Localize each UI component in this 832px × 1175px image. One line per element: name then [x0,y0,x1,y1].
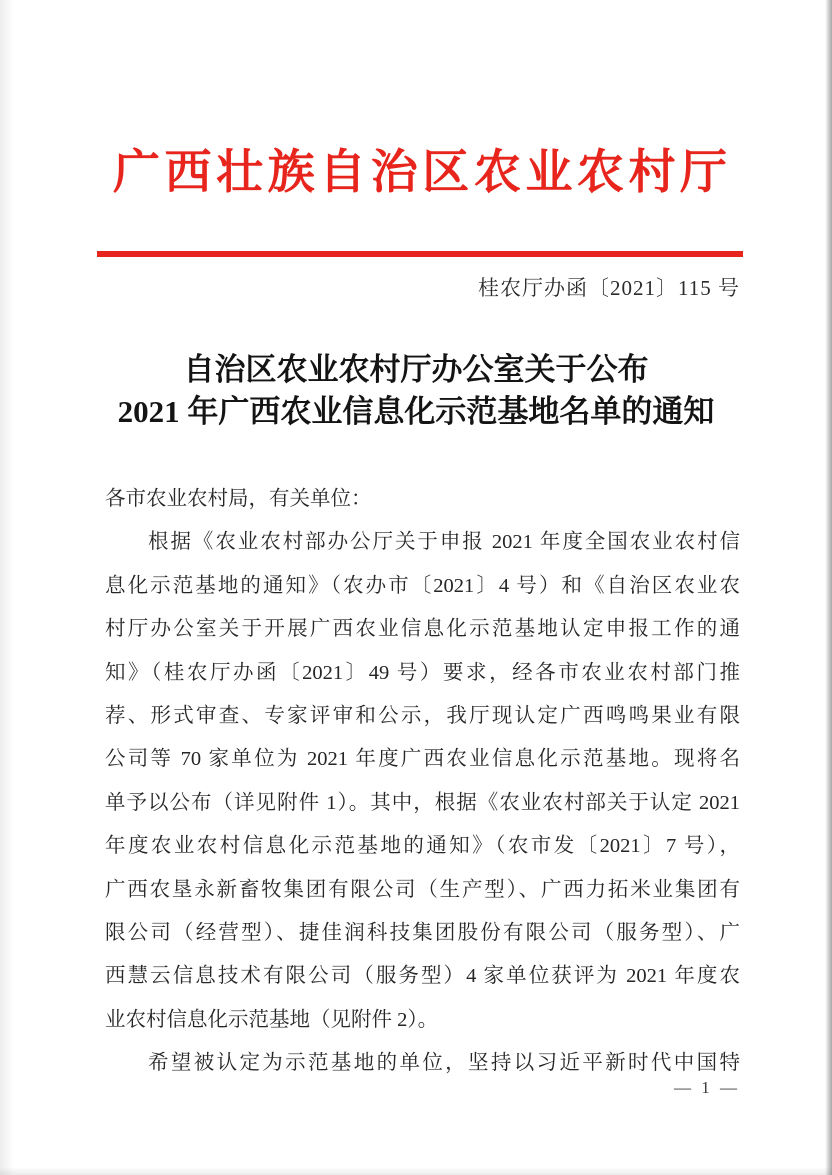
notice-title-line1: 自治区农业农村厅办公室关于公布 [183,352,649,387]
body-line: 根据《农业农村部办公厅关于申报 2021 年度全国农业农村信 [148,531,740,554]
body-line: 广西农垦永新畜牧集团有限公司（生产型）、广西力拓米业集团有 [105,878,740,901]
body-line: 年度农业农村信息化示范基地的通知》（农市发〔2021〕7 号）， [105,835,740,858]
body-line: 希望被认定为示范基地的单位，坚持以习近平新时代中国特 [148,1052,740,1075]
body-line: 单予以公布（详见附件 1）。其中，根据《农业农村部关于认定 2021 [105,791,740,814]
body-line: 村厅办公室关于开展广西农业信息化示范基地认定申报工作的通 [105,618,740,641]
scan-edge-right [825,0,832,1175]
document-number: 桂农厅办函〔2021〕115 号 [478,276,740,300]
body-line: 知》（桂农厅办函〔2021〕49 号）要求，经各市农业农村部门推 [105,661,740,684]
body-line: 业农村信息化示范基地（见附件 2）。 [105,1008,439,1031]
body-line: 公司等 70 家单位为 2021 年度广西农业信息化示范基地。现将名 [105,748,740,771]
document-body [105,478,740,1086]
issuing-agency-title: 广西壮族自治区农业农村厅 [113,147,727,199]
red-divider-line [97,251,743,257]
body-line: 限公司（经营型）、捷佳润科技集团股份有限公司（服务型）、广 [105,922,740,945]
notice-title-line2: 2021 年广西农业信息化示范基地名单的通知 [117,394,715,429]
body-line: 荐、形式审查、专家评审和公示，我厅现认定广西鸣鸣果业有限 [105,705,740,728]
body-line: 西慧云信息技术有限公司（服务型）4 家单位获评为 2021 年度农 [105,965,740,988]
page-number: — 1 — [674,1078,740,1097]
scan-edge-bottom [0,1167,832,1175]
notice-title [0,349,832,433]
salutation-line: 各市农业农村局，有关单位： [105,488,372,510]
body-line: 息化示范基地的通知》（农办市〔2021〕4 号）和《自治区农业农 [105,574,740,597]
scan-edge-left [0,0,14,1175]
